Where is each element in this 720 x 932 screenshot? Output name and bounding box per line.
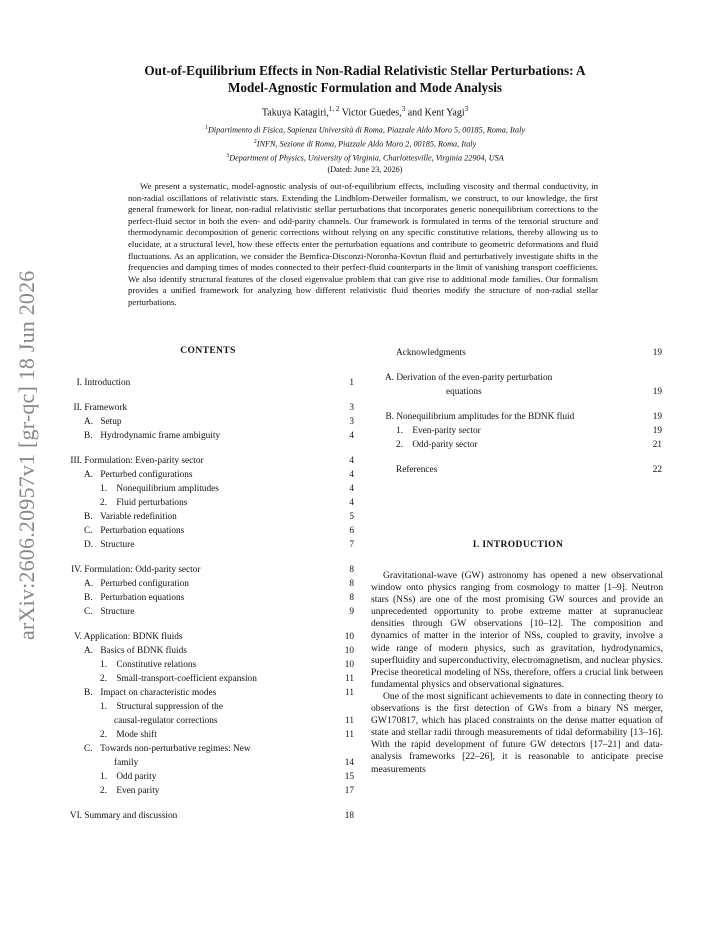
- affiliation-3: [60, 151, 670, 164]
- toc-entry-page: 8: [349, 565, 354, 575]
- toc-entry-number: C.: [84, 607, 93, 617]
- toc-entry-page: 6: [349, 526, 354, 536]
- title-line-2: Model-Agnostic Formulation and Mode Analysis: [227, 80, 503, 95]
- toc-entry-page: 19: [652, 387, 662, 397]
- toc-entry-number: A.: [84, 579, 94, 589]
- toc-entry[interactable]: [62, 784, 354, 798]
- toc-entry-page: 11: [345, 716, 354, 726]
- toc-entry-page: 4: [349, 456, 354, 466]
- toc-entry[interactable]: [62, 563, 354, 577]
- affiliation-1-mark: 1: [204, 125, 208, 131]
- toc-entry-page: 3: [349, 403, 354, 413]
- toc-entry-page: 21: [652, 440, 662, 450]
- toc-entry-title: D. Structure: [84, 540, 135, 550]
- toc-entry-page: 10: [344, 660, 354, 670]
- affiliation-3-text: Department of Physics, University of Virginia, Charlottesville, Virginia 22904, USA: [229, 153, 504, 163]
- toc-entry-title: I. Introduction: [62, 376, 332, 390]
- toc-entry-title: 1. Nonequilibrium amplitudes: [100, 484, 219, 494]
- toc-entry[interactable]: [374, 424, 662, 438]
- toc-entry-number: III.: [70, 456, 82, 466]
- toc-entry[interactable]: [62, 454, 354, 468]
- toc-entry-page: 7: [349, 540, 354, 550]
- toc-entry-number: II.: [73, 403, 82, 413]
- toc-entry-number: 1.: [100, 484, 107, 494]
- toc-entry-title: A. Basics of BDNK fluids: [84, 646, 187, 656]
- toc-entry-page: 8: [349, 579, 354, 589]
- toc-entry-page: 11: [345, 688, 354, 698]
- toc-entry-number: VI.: [69, 811, 82, 821]
- toc-entry-number: 1.: [100, 702, 107, 712]
- toc-entry-page: 19: [652, 348, 662, 358]
- toc-entry-title: family: [114, 758, 139, 768]
- toc-entry-title: 1. Structural suppression of the: [100, 702, 223, 712]
- toc-entry-page: 10: [344, 646, 354, 656]
- toc-entry[interactable]: [62, 401, 354, 415]
- toc-entry[interactable]: [62, 524, 354, 538]
- toc-entry-title: 2. Mode shift: [100, 730, 157, 740]
- toc-entry-title: B. Hydrodynamic frame ambiguity: [84, 431, 221, 441]
- affiliation-1: [60, 123, 670, 136]
- toc-entry[interactable]: [62, 686, 354, 700]
- toc-entry[interactable]: [374, 463, 662, 477]
- affiliation-2: [60, 137, 670, 150]
- toc-entry-title: C. Structure: [84, 607, 135, 617]
- toc-entry-page: 10: [344, 632, 354, 642]
- toc-entry[interactable]: [62, 415, 354, 429]
- toc-entry-title: C. Towards non-perturbative regimes: New: [84, 744, 251, 754]
- toc-entry[interactable]: [62, 605, 354, 619]
- toc-entry-title: B. Perturbation equations: [84, 593, 185, 603]
- toc-entry-page: 18: [344, 811, 354, 821]
- toc-entry-title: A. Perturbed configuration: [84, 579, 189, 589]
- toc-entry[interactable]: [62, 510, 354, 524]
- toc-entry[interactable]: [62, 809, 354, 823]
- toc-entry-number: B.: [84, 512, 93, 522]
- toc-entry-title: B. Variable redefinition: [84, 512, 177, 522]
- arxiv-identifier[interactable]: arXiv:2606.20957v1 [gr-qc] 18 Jun 2026: [14, 270, 39, 640]
- toc-entry-number: 2.: [396, 440, 403, 450]
- toc-entry-title: A. Setup: [84, 417, 122, 427]
- toc-entry[interactable]: [62, 591, 354, 605]
- toc-entry[interactable]: [62, 770, 354, 784]
- toc-entry-number: A.: [84, 646, 94, 656]
- toc-entry-title: 1. Constitutive relations: [100, 660, 197, 670]
- toc-entry[interactable]: [374, 410, 662, 424]
- toc-entry[interactable]: [62, 728, 354, 742]
- author-2: Victor Guedes,: [339, 107, 402, 119]
- toc-entry-page: 22: [652, 465, 662, 475]
- title-line-1: Out-of-Equilibrium Effects in Non-Radial Relativistic Stellar Perturbations: A: [144, 63, 586, 78]
- toc-entry-page: 4: [349, 498, 354, 508]
- toc-entry-number: C.: [84, 526, 93, 536]
- introduction-heading: I. INTRODUCTION: [472, 540, 564, 550]
- toc-entry[interactable]: [62, 756, 354, 770]
- toc-right-column: [374, 346, 662, 477]
- toc-entry[interactable]: [62, 714, 354, 728]
- toc-entry-page: 1: [349, 378, 354, 388]
- toc-entry[interactable]: [62, 658, 354, 672]
- toc-entry[interactable]: [374, 438, 662, 452]
- toc-entry-number: C.: [84, 744, 93, 754]
- author-1: Takuya Katagiri,: [261, 107, 329, 119]
- author-3-affil: 3: [464, 105, 469, 113]
- toc-entry-title: V. Application: BDNK fluids: [62, 630, 332, 644]
- toc-entry-number: I.: [76, 378, 82, 388]
- toc-entry[interactable]: [62, 538, 354, 552]
- toc-entry[interactable]: [62, 672, 354, 686]
- toc-entry-title: 2. Small-transport-coefficient expansion: [100, 674, 257, 684]
- toc-entry-title: A. Derivation of the even-parity perturbation: [374, 371, 640, 385]
- introduction-body: [371, 570, 663, 776]
- toc-entry-number: V.: [74, 632, 82, 642]
- toc-entry-page: 4: [349, 484, 354, 494]
- toc-entry-page: 4: [349, 431, 354, 441]
- toc-entry-number: 2.: [100, 786, 107, 796]
- toc-entry-page: 14: [344, 758, 354, 768]
- toc-entry[interactable]: [62, 376, 354, 390]
- toc-entry-number: B.: [84, 431, 93, 441]
- toc-entry[interactable]: [62, 468, 354, 482]
- toc-entry-title: III. Formulation: Even-parity sector: [62, 454, 332, 468]
- contents-heading: CONTENTS: [180, 346, 236, 356]
- toc-entry-title: 2. Even parity: [100, 786, 160, 796]
- author-2-affil: 3: [401, 105, 406, 113]
- toc-entry[interactable]: [62, 742, 354, 756]
- toc-entry-title: equations: [446, 387, 482, 397]
- toc-entry-page: 5: [349, 512, 354, 522]
- toc-entry-title: IV. Formulation: Odd-parity sector: [62, 563, 332, 577]
- toc-entry-page: 19: [652, 412, 662, 422]
- intro-paragraph-1: Gravitational-wave (GW) astronomy has opened a new observational window onto physics ranging from cosmology to matter [1–9]. Neutron stars (NSs) are one of the most promising GW sources and provide an unprecedented opportunity to probe extreme matter at supranuclear densities through GW observations [10–12]. The composition and dynamics of matter in the interior of NSs, coupled to gravity, involve a wide range of modern physics, such as gravitation, hydrodynamics, superfluidity and superconductivity, electromagnetism, and nuclear physics. Precise theoretical modeling of NSs, therefore, offers a crucial link between fundamental physics and observational signatures.: [371, 570, 663, 690]
- toc-entry[interactable]: [62, 429, 354, 443]
- toc-entry-title: A. Perturbed configurations: [84, 470, 193, 480]
- toc-entry-title: VI. Summary and discussion: [62, 809, 332, 823]
- toc-entry-title: References: [396, 465, 438, 475]
- intro-paragraph-2: One of the most significant achievements to date in connecting theory to observations is the first detection of GWs from a binary NS merger, GW170817, which has placed constraints on the dense matter equation of state and stellar radii through measurements of tidal deformability [13–16]. With the rapid development of future GW detectors [17–21] and data-analysis frameworks [22–26], it is reasonable to anticipate precise measurements: [371, 690, 663, 775]
- toc-entry-number: B.: [84, 593, 93, 603]
- toc-entry-page: 4: [349, 470, 354, 480]
- toc-left-column: [62, 376, 354, 823]
- toc-entry-number: 1.: [396, 426, 403, 436]
- toc-entry[interactable]: [62, 630, 354, 644]
- toc-entry-number: A.: [84, 417, 94, 427]
- toc-entry-number: 1.: [100, 660, 107, 670]
- affiliation-2-mark: 2: [253, 139, 257, 145]
- toc-continued: [374, 346, 662, 477]
- author-1-affil: 1, 2: [328, 105, 340, 113]
- toc-entry-number: A.: [84, 470, 94, 480]
- toc-entry-number: 2.: [100, 730, 107, 740]
- affiliation-3-mark: 3: [226, 153, 230, 159]
- toc-entry-title: B. Impact on characteristic modes: [84, 688, 217, 698]
- toc-entry-number: 1.: [100, 772, 107, 782]
- toc-entry-title: 1. Odd parity: [100, 772, 157, 782]
- toc-entry-title: 2. Fluid perturbations: [100, 498, 188, 508]
- author-list: [60, 105, 670, 118]
- toc-entry-title: 1. Even-parity sector: [396, 426, 481, 436]
- toc-entry[interactable]: [374, 371, 662, 385]
- toc-entry-number: 2.: [100, 498, 107, 508]
- toc-entry-page: 3: [349, 417, 354, 427]
- toc-entry[interactable]: [62, 644, 354, 658]
- toc-entry-number: D.: [84, 540, 94, 550]
- dated-line: (Dated: June 23, 2026): [327, 165, 403, 174]
- toc-entry[interactable]: [62, 482, 354, 496]
- toc-entry-title: C. Perturbation equations: [84, 526, 185, 536]
- toc-entry-title: B. Nonequilibrium amplitudes for the BDNK fluid: [374, 410, 640, 424]
- affiliation-2-text: INFN, Sezione di Roma, Piazzale Aldo Moro 2, 00185, Roma, Italy: [256, 139, 477, 149]
- toc-entry[interactable]: [62, 577, 354, 591]
- abstract: We present a systematic, model-agnostic analysis of out-of-equilibrium effects, including viscosity and thermal conductivity, in non-radial oscillations of relativistic stars. Extending the Lindblom-Detweiler formalism, we construct, to our knowledge, the first general framework for linear, non-radial relativistic stellar perturbations that incorporates generic nonequilibrium corrections to the perfect-fluid sector in both the even- and odd-parity channels. Our framework is formulated in terms of the tensorial structure and thermodynamic decomposition of generic corrections without relying on any specific constitutive relations, thereby allowing us to elucidate, at a structural level, how these effects enter the perturbation equations and contribute to geometric deformations and fluid fluctuations. As an application, we consider the Bemfica-Disconzi-Noronha-Kovtun fluid and perturbatively investigate shifts in the frequencies and damping times of modes connected to their perfect-fluid counterparts in the limit of vanishing transport coefficients. We also identify structural features of the closed eigenvalue problem that can give rise to additional mode families. Our formalism provides a unified framework for analyzing how different relativistic fluid theories modify the structure of non-radial stellar perturbations.: [128, 181, 598, 307]
- toc-entry-page: 15: [344, 772, 354, 782]
- toc-entry-number: A.: [384, 373, 394, 383]
- toc-entry-page: 8: [349, 593, 354, 603]
- toc-entry-title: Acknowledgments: [396, 348, 466, 358]
- toc-entry-page: 11: [345, 730, 354, 740]
- paper-title: [60, 62, 670, 96]
- toc-entry-title: II. Framework: [62, 401, 332, 415]
- toc-entry[interactable]: [374, 346, 662, 360]
- table-of-contents: [62, 346, 354, 823]
- toc-entry-number: B.: [385, 412, 394, 422]
- toc-entry-number: B.: [84, 688, 93, 698]
- toc-entry-page: 19: [652, 426, 662, 436]
- affiliation-1-text: Dipartimento di Fisica, Sapienza Università di Roma, Piazzale Aldo Moro 5, 00185, Roma, Italy: [207, 125, 525, 135]
- toc-entry-title: causal-regulator corrections: [114, 716, 218, 726]
- toc-entry-title: 2. Odd-parity sector: [396, 440, 478, 450]
- toc-entry-number: IV.: [71, 565, 82, 575]
- toc-entry[interactable]: [374, 385, 662, 399]
- toc-entry-page: 11: [345, 674, 354, 684]
- toc-entry[interactable]: [62, 496, 354, 510]
- toc-entry-number: 2.: [100, 674, 107, 684]
- toc-entry-page: 17: [344, 786, 354, 796]
- toc-entry[interactable]: [62, 700, 354, 714]
- toc-entry-page: 9: [349, 607, 354, 617]
- author-3: and Kent Yagi: [405, 107, 465, 119]
